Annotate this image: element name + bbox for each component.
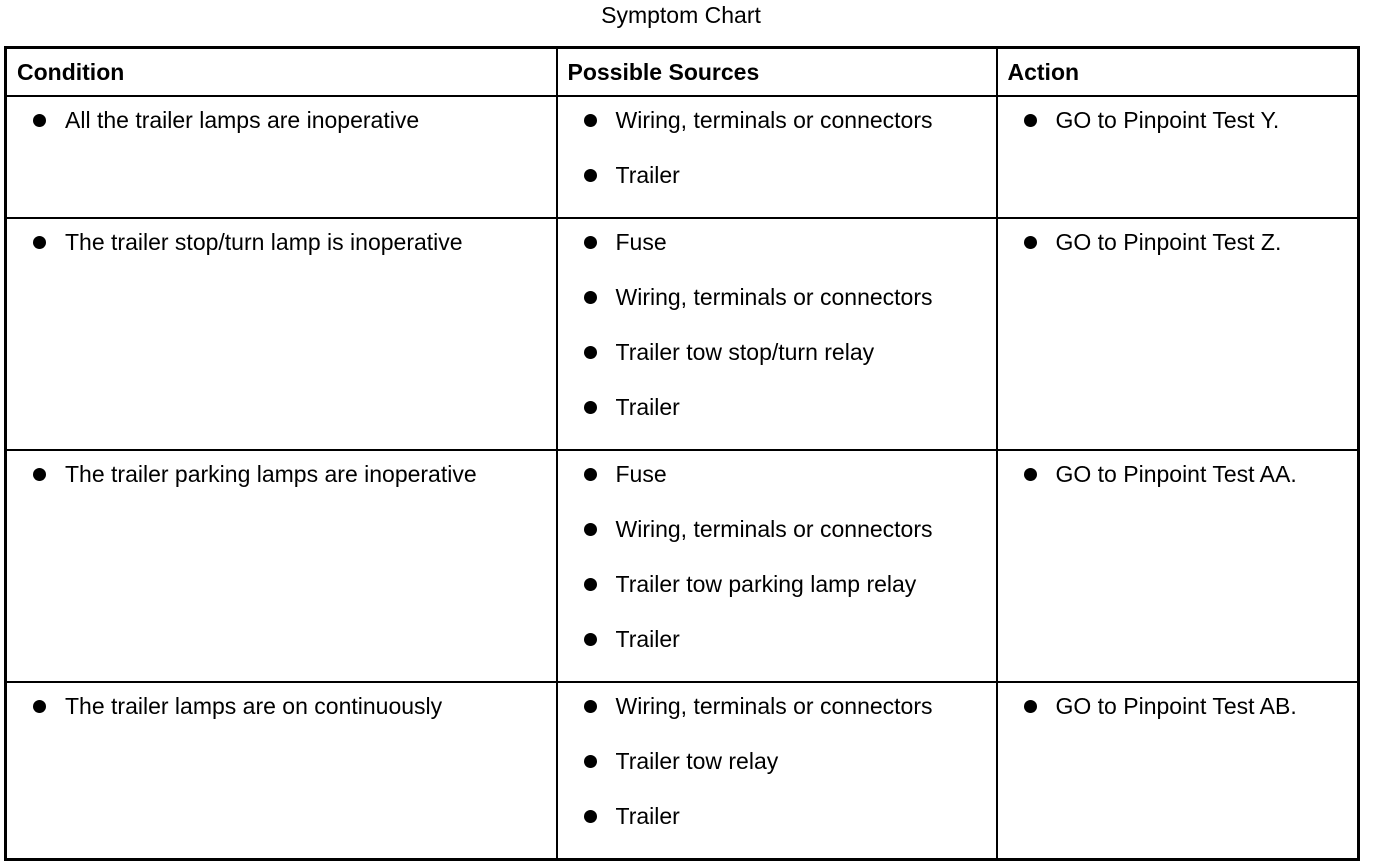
source-text: Trailer tow parking lamp relay	[615, 571, 917, 597]
source-text: Trailer	[615, 803, 680, 829]
source-text: Trailer	[615, 162, 680, 188]
list-item	[558, 748, 996, 774]
bullet-icon	[584, 291, 597, 304]
bullet-icon	[584, 700, 597, 713]
header-action: Action	[997, 48, 1359, 97]
list-item	[558, 162, 996, 188]
bullet-icon	[584, 468, 597, 481]
header-row	[6, 48, 1359, 97]
sources-cell	[557, 96, 997, 218]
action-cell	[997, 218, 1359, 450]
bullet-icon	[33, 700, 46, 713]
bullet-icon	[584, 523, 597, 536]
bullet-icon	[1024, 468, 1037, 481]
condition-text: The trailer parking lamps are inoperative	[65, 461, 477, 487]
bullet-icon	[584, 346, 597, 359]
list-item	[558, 284, 996, 310]
condition-cell	[6, 450, 557, 682]
bullet-icon	[1024, 700, 1037, 713]
list-item	[558, 516, 996, 542]
sources-cell	[557, 682, 997, 860]
list-item	[558, 229, 996, 255]
table-row	[6, 218, 1359, 450]
bullet-icon	[584, 633, 597, 646]
source-text: Trailer	[615, 394, 680, 420]
condition-text: The trailer lamps are on continuously	[65, 693, 443, 719]
bullet-icon	[1024, 114, 1037, 127]
bullet-icon	[584, 810, 597, 823]
list-item	[7, 461, 556, 487]
action-text: GO to Pinpoint Test AA.	[1055, 461, 1297, 487]
condition-cell	[6, 96, 557, 218]
bullet-icon	[1024, 236, 1037, 249]
list-item	[558, 339, 996, 365]
action-cell	[997, 450, 1359, 682]
condition-text: All the trailer lamps are inoperative	[65, 107, 420, 133]
list-item	[558, 107, 996, 133]
list-item	[998, 229, 1358, 255]
list-item	[558, 461, 996, 487]
table-row	[6, 682, 1359, 860]
list-item	[998, 693, 1358, 719]
header-condition: Condition	[6, 48, 557, 97]
bullet-icon	[584, 236, 597, 249]
source-text: Trailer tow stop/turn relay	[615, 339, 875, 365]
source-text: Fuse	[615, 461, 667, 487]
list-item	[998, 107, 1358, 133]
bullet-icon	[33, 236, 46, 249]
list-item	[558, 571, 996, 597]
bullet-icon	[33, 468, 46, 481]
list-item	[558, 693, 996, 719]
bullet-icon	[584, 169, 597, 182]
list-item	[558, 394, 996, 420]
source-text: Wiring, terminals or connectors	[615, 516, 933, 542]
source-text: Wiring, terminals or connectors	[615, 284, 933, 310]
chart-title: Symptom Chart	[601, 2, 761, 28]
header-possible-sources: Possible Sources	[557, 48, 997, 97]
action-text: GO to Pinpoint Test Z.	[1055, 229, 1282, 255]
condition-text: The trailer stop/turn lamp is inoperative	[65, 229, 463, 255]
action-cell	[997, 682, 1359, 860]
bullet-icon	[584, 401, 597, 414]
symptom-table	[4, 46, 1360, 861]
list-item	[7, 693, 556, 719]
table-row	[6, 96, 1359, 218]
source-text: Trailer	[615, 626, 680, 652]
action-text: GO to Pinpoint Test AB.	[1055, 693, 1297, 719]
bullet-icon	[584, 755, 597, 768]
sources-cell	[557, 218, 997, 450]
list-item	[7, 107, 556, 133]
source-text: Wiring, terminals or connectors	[615, 693, 933, 719]
condition-cell	[6, 218, 557, 450]
bullet-icon	[584, 114, 597, 127]
source-text: Fuse	[615, 229, 667, 255]
list-item	[998, 461, 1358, 487]
source-text: Trailer tow relay	[615, 748, 779, 774]
source-text: Wiring, terminals or connectors	[615, 107, 933, 133]
action-cell	[997, 96, 1359, 218]
list-item	[558, 803, 996, 829]
bullet-icon	[584, 578, 597, 591]
list-item	[7, 229, 556, 255]
table-row	[6, 450, 1359, 682]
sources-cell	[557, 450, 997, 682]
list-item	[558, 626, 996, 652]
bullet-icon	[33, 114, 46, 127]
action-text: GO to Pinpoint Test Y.	[1055, 107, 1280, 133]
condition-cell	[6, 682, 557, 860]
